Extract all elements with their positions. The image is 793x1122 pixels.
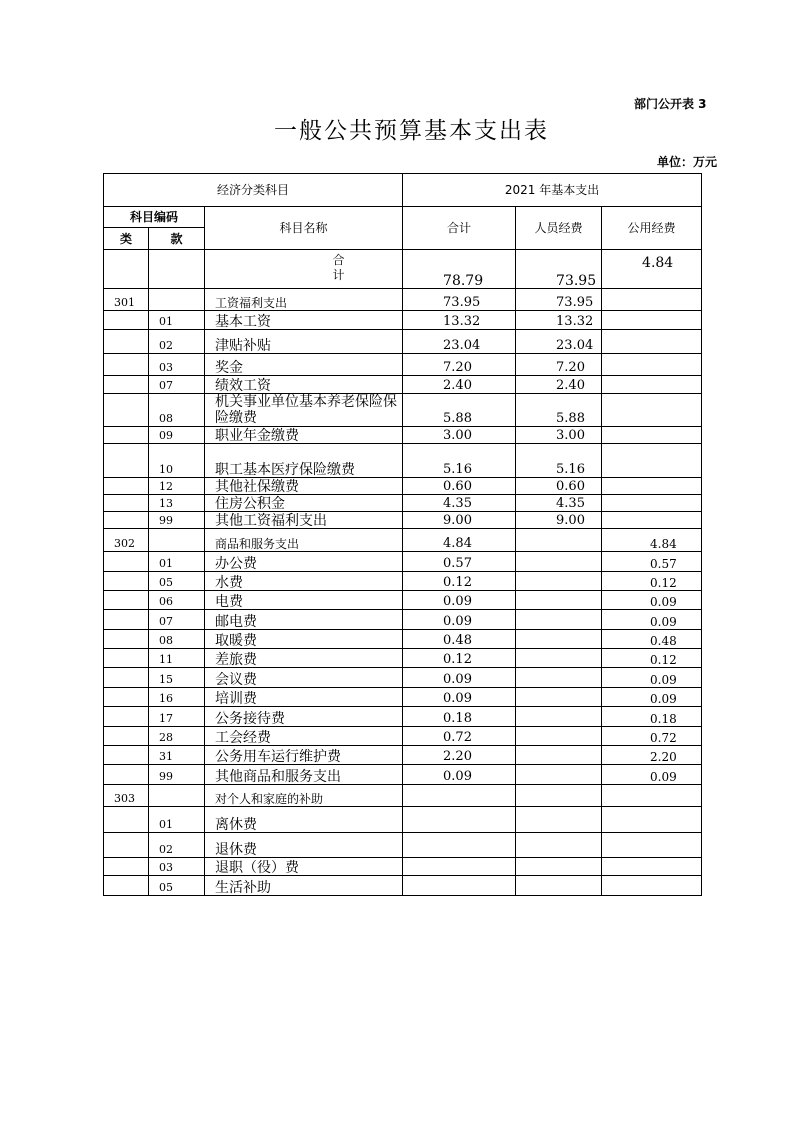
public-cell bbox=[602, 376, 702, 394]
header-row-2 bbox=[104, 207, 702, 228]
page-code: 部门公开表 3 bbox=[634, 97, 707, 111]
item-code-cell: 16 bbox=[149, 688, 205, 707]
item-code-cell: 03 bbox=[149, 858, 205, 876]
item-code-cell: 01 bbox=[149, 807, 205, 833]
total-cell: 4.84 bbox=[403, 529, 516, 552]
personnel-cell bbox=[516, 649, 602, 668]
total-cell: 9.00 bbox=[403, 512, 516, 529]
category-code-cell bbox=[104, 444, 149, 478]
subject-name-cell: 基本工资 bbox=[205, 311, 403, 330]
item-code-cell: 12 bbox=[149, 478, 205, 495]
subject-name-cell: 电费 bbox=[205, 591, 403, 610]
personnel-cell: 0.60 bbox=[516, 478, 602, 495]
item-code-cell: 99 bbox=[149, 512, 205, 529]
total-cell: 0.57 bbox=[403, 552, 516, 572]
table-row bbox=[104, 376, 702, 394]
personnel-cell bbox=[516, 858, 602, 876]
table-row bbox=[104, 427, 702, 444]
category-code-cell bbox=[104, 354, 149, 376]
item-code-cell: 03 bbox=[149, 354, 205, 376]
subject-name-cell: 邮电费 bbox=[205, 610, 403, 630]
header-total: 合计 bbox=[403, 207, 516, 250]
subject-name-cell: 其他社保缴费 bbox=[205, 478, 403, 495]
subject-name-cell: 商品和服务支出 bbox=[205, 529, 403, 552]
category-code-cell bbox=[104, 330, 149, 354]
public-cell: 0.72 bbox=[602, 727, 702, 746]
personnel-cell: 73.95 bbox=[516, 289, 602, 311]
personnel-cell: 2.40 bbox=[516, 376, 602, 394]
public-cell bbox=[602, 354, 702, 376]
item-code-cell: 07 bbox=[149, 376, 205, 394]
category-code-cell bbox=[104, 707, 149, 727]
public-cell: 0.12 bbox=[602, 649, 702, 668]
total-row bbox=[104, 250, 702, 289]
category-code-cell bbox=[104, 311, 149, 330]
total-label-bottom: 计 bbox=[332, 268, 345, 282]
personnel-cell: 23.04 bbox=[516, 330, 602, 354]
subject-name-cell: 对个人和家庭的补助 bbox=[205, 785, 403, 807]
public-cell: 0.57 bbox=[602, 552, 702, 572]
item-code-cell bbox=[149, 289, 205, 311]
public-cell bbox=[602, 311, 702, 330]
category-code-cell bbox=[104, 649, 149, 668]
item-code-cell bbox=[149, 785, 205, 807]
total-cell: 2.20 bbox=[403, 746, 516, 765]
header-public: 公用经费 bbox=[602, 207, 702, 250]
total-cell: 0.09 bbox=[403, 668, 516, 688]
personnel-cell bbox=[516, 707, 602, 727]
category-code-cell: 302 bbox=[104, 529, 149, 552]
total-label bbox=[205, 250, 403, 289]
total-value: 78.79 bbox=[403, 250, 516, 289]
category-code-cell bbox=[104, 833, 149, 858]
public-cell bbox=[602, 427, 702, 444]
category-code-cell: 301 bbox=[104, 289, 149, 311]
unit-label: 单位：万元 bbox=[657, 155, 718, 169]
budget-table-body bbox=[104, 174, 702, 896]
subject-name-cell: 生活补助 bbox=[205, 876, 403, 896]
subject-name-cell: 其他工资福利支出 bbox=[205, 512, 403, 529]
public-cell: 0.09 bbox=[602, 610, 702, 630]
category-code-cell bbox=[104, 552, 149, 572]
item-code-cell: 17 bbox=[149, 707, 205, 727]
total-cell: 0.09 bbox=[403, 610, 516, 630]
header-econ-class: 经济分类科目 bbox=[104, 174, 403, 207]
total-cell: 13.32 bbox=[403, 311, 516, 330]
personnel-cell bbox=[516, 529, 602, 552]
public-cell bbox=[602, 444, 702, 478]
header-row-1 bbox=[104, 174, 702, 207]
personnel-cell: 5.16 bbox=[516, 444, 602, 478]
personnel-cell bbox=[516, 630, 602, 649]
table-row bbox=[104, 630, 702, 649]
personnel-cell: 9.00 bbox=[516, 512, 602, 529]
item-code-cell: 11 bbox=[149, 649, 205, 668]
total-cell: 73.95 bbox=[403, 289, 516, 311]
personnel-cell bbox=[516, 727, 602, 746]
total-cell: 0.09 bbox=[403, 591, 516, 610]
item-code-cell: 99 bbox=[149, 765, 205, 785]
table-row bbox=[104, 311, 702, 330]
total-cell: 3.00 bbox=[403, 427, 516, 444]
total-cell bbox=[403, 858, 516, 876]
total-personnel: 73.95 bbox=[516, 250, 602, 289]
table-row bbox=[104, 765, 702, 785]
subject-name-cell: 工资福利支出 bbox=[205, 289, 403, 311]
item-code-cell: 15 bbox=[149, 668, 205, 688]
table-row bbox=[104, 649, 702, 668]
table-row bbox=[104, 444, 702, 478]
category-code-cell bbox=[104, 591, 149, 610]
category-code-cell bbox=[104, 746, 149, 765]
subject-name-cell: 其他商品和服务支出 bbox=[205, 765, 403, 785]
personnel-cell: 4.35 bbox=[516, 495, 602, 512]
subject-name-cell: 取暖费 bbox=[205, 630, 403, 649]
page-title: 一般公共预算基本支出表 bbox=[274, 118, 549, 144]
total-cell: 0.72 bbox=[403, 727, 516, 746]
table-row bbox=[104, 495, 702, 512]
subject-name-cell: 职业年金缴费 bbox=[205, 427, 403, 444]
item-code-cell: 09 bbox=[149, 427, 205, 444]
public-cell: 0.18 bbox=[602, 707, 702, 727]
personnel-cell bbox=[516, 572, 602, 591]
subject-name-cell: 绩效工资 bbox=[205, 376, 403, 394]
total-cell: 0.09 bbox=[403, 765, 516, 785]
header-name: 科目名称 bbox=[205, 207, 403, 250]
total-label-top: 合 bbox=[332, 253, 345, 267]
subject-name-cell: 住房公积金 bbox=[205, 495, 403, 512]
category-code-cell bbox=[104, 478, 149, 495]
total-cell: 0.48 bbox=[403, 630, 516, 649]
item-code-cell: 01 bbox=[149, 311, 205, 330]
item-code-cell: 08 bbox=[149, 394, 205, 427]
table-row bbox=[104, 354, 702, 376]
public-cell bbox=[602, 807, 702, 833]
category-code-cell bbox=[104, 630, 149, 649]
table-row bbox=[104, 746, 702, 765]
table-row bbox=[104, 785, 702, 807]
public-cell: 0.12 bbox=[602, 572, 702, 591]
personnel-cell bbox=[516, 746, 602, 765]
public-cell bbox=[602, 394, 702, 427]
personnel-cell bbox=[516, 610, 602, 630]
personnel-cell bbox=[516, 807, 602, 833]
personnel-cell: 7.20 bbox=[516, 354, 602, 376]
subject-name-cell: 退休费 bbox=[205, 833, 403, 858]
subject-name-cell: 津贴补贴 bbox=[205, 330, 403, 354]
category-code-cell bbox=[104, 495, 149, 512]
subject-name-cell: 水费 bbox=[205, 572, 403, 591]
personnel-cell: 3.00 bbox=[516, 427, 602, 444]
table-row bbox=[104, 289, 702, 311]
public-cell bbox=[602, 833, 702, 858]
subject-name-cell: 机关事业单位基本养老保险保险缴费 bbox=[205, 394, 403, 427]
header-category: 类 bbox=[104, 228, 149, 250]
subject-name-cell: 办公费 bbox=[205, 552, 403, 572]
category-code-cell bbox=[104, 807, 149, 833]
total-cell: 5.88 bbox=[403, 394, 516, 427]
item-code-cell: 06 bbox=[149, 591, 205, 610]
personnel-cell bbox=[516, 876, 602, 896]
public-cell bbox=[602, 330, 702, 354]
public-cell: 2.20 bbox=[602, 746, 702, 765]
header-personnel: 人员经费 bbox=[516, 207, 602, 250]
table-row bbox=[104, 572, 702, 591]
table-row bbox=[104, 707, 702, 727]
subject-name-cell: 离休费 bbox=[205, 807, 403, 833]
subject-name-cell: 差旅费 bbox=[205, 649, 403, 668]
table-row bbox=[104, 610, 702, 630]
item-code-cell: 08 bbox=[149, 630, 205, 649]
table-row bbox=[104, 394, 702, 427]
personnel-cell bbox=[516, 668, 602, 688]
public-cell: 0.09 bbox=[602, 765, 702, 785]
category-code-cell bbox=[104, 512, 149, 529]
total-cell: 0.18 bbox=[403, 707, 516, 727]
personnel-cell bbox=[516, 785, 602, 807]
subject-name-cell: 公务接待费 bbox=[205, 707, 403, 727]
subject-name-cell: 奖金 bbox=[205, 354, 403, 376]
category-code-cell bbox=[104, 572, 149, 591]
table-row bbox=[104, 478, 702, 495]
item-code-cell: 01 bbox=[149, 552, 205, 572]
subject-name-cell: 工会经费 bbox=[205, 727, 403, 746]
public-cell bbox=[602, 858, 702, 876]
table-row bbox=[104, 688, 702, 707]
item-code-cell: 10 bbox=[149, 444, 205, 478]
total-cell: 4.35 bbox=[403, 495, 516, 512]
item-code-cell: 07 bbox=[149, 610, 205, 630]
public-cell bbox=[602, 876, 702, 896]
personnel-cell bbox=[516, 552, 602, 572]
header-item: 款 bbox=[149, 228, 205, 250]
budget-table bbox=[103, 173, 702, 896]
item-code-cell: 13 bbox=[149, 495, 205, 512]
personnel-cell bbox=[516, 765, 602, 785]
category-code-cell bbox=[104, 427, 149, 444]
total-cell: 23.04 bbox=[403, 330, 516, 354]
total-cell: 0.09 bbox=[403, 688, 516, 707]
category-code-cell bbox=[104, 668, 149, 688]
table-row bbox=[104, 512, 702, 529]
category-code-cell bbox=[104, 765, 149, 785]
public-cell: 0.09 bbox=[602, 688, 702, 707]
header-code: 科目编码 bbox=[104, 207, 205, 228]
subject-name-cell: 公务用车运行维护费 bbox=[205, 746, 403, 765]
category-code-cell bbox=[104, 688, 149, 707]
table-row bbox=[104, 330, 702, 354]
category-code-cell: 303 bbox=[104, 785, 149, 807]
public-cell bbox=[602, 478, 702, 495]
item-code-cell bbox=[149, 529, 205, 552]
header-year-expense: 2021 年基本支出 bbox=[403, 174, 702, 207]
total-public: 4.84 bbox=[602, 250, 702, 289]
total-cell: 7.20 bbox=[403, 354, 516, 376]
total-cell: 0.60 bbox=[403, 478, 516, 495]
subject-name-cell: 会议费 bbox=[205, 668, 403, 688]
public-cell bbox=[602, 289, 702, 311]
table-row bbox=[104, 833, 702, 858]
personnel-cell bbox=[516, 591, 602, 610]
table-row bbox=[104, 876, 702, 896]
total-cell: 2.40 bbox=[403, 376, 516, 394]
total-cell bbox=[403, 833, 516, 858]
category-code-cell bbox=[104, 727, 149, 746]
public-cell: 4.84 bbox=[602, 529, 702, 552]
item-code-cell: 31 bbox=[149, 746, 205, 765]
personnel-cell: 5.88 bbox=[516, 394, 602, 427]
item-code-cell: 05 bbox=[149, 572, 205, 591]
table-row bbox=[104, 529, 702, 552]
public-cell: 0.09 bbox=[602, 591, 702, 610]
total-cell bbox=[403, 876, 516, 896]
public-cell bbox=[602, 512, 702, 529]
table-row bbox=[104, 807, 702, 833]
category-code-cell bbox=[104, 858, 149, 876]
public-cell: 0.09 bbox=[602, 668, 702, 688]
table-row bbox=[104, 552, 702, 572]
personnel-cell bbox=[516, 688, 602, 707]
total-cell: 0.12 bbox=[403, 572, 516, 591]
personnel-cell: 13.32 bbox=[516, 311, 602, 330]
item-code-cell: 02 bbox=[149, 330, 205, 354]
public-cell bbox=[602, 785, 702, 807]
table-row bbox=[104, 591, 702, 610]
category-code-cell bbox=[104, 376, 149, 394]
table-row bbox=[104, 668, 702, 688]
subject-name-cell: 退职（役）费 bbox=[205, 858, 403, 876]
item-code-cell: 28 bbox=[149, 727, 205, 746]
subject-name-cell: 培训费 bbox=[205, 688, 403, 707]
total-cell: 0.12 bbox=[403, 649, 516, 668]
total-cell: 5.16 bbox=[403, 444, 516, 478]
personnel-cell bbox=[516, 833, 602, 858]
public-cell: 0.48 bbox=[602, 630, 702, 649]
category-code-cell bbox=[104, 610, 149, 630]
total-cell bbox=[403, 785, 516, 807]
category-code-cell bbox=[104, 394, 149, 427]
total-cell bbox=[403, 807, 516, 833]
subject-name-cell: 职工基本医疗保险缴费 bbox=[205, 444, 403, 478]
public-cell bbox=[602, 495, 702, 512]
item-code-cell: 02 bbox=[149, 833, 205, 858]
item-code-cell: 05 bbox=[149, 876, 205, 896]
table-row bbox=[104, 727, 702, 746]
category-code-cell bbox=[104, 876, 149, 896]
table-row bbox=[104, 858, 702, 876]
